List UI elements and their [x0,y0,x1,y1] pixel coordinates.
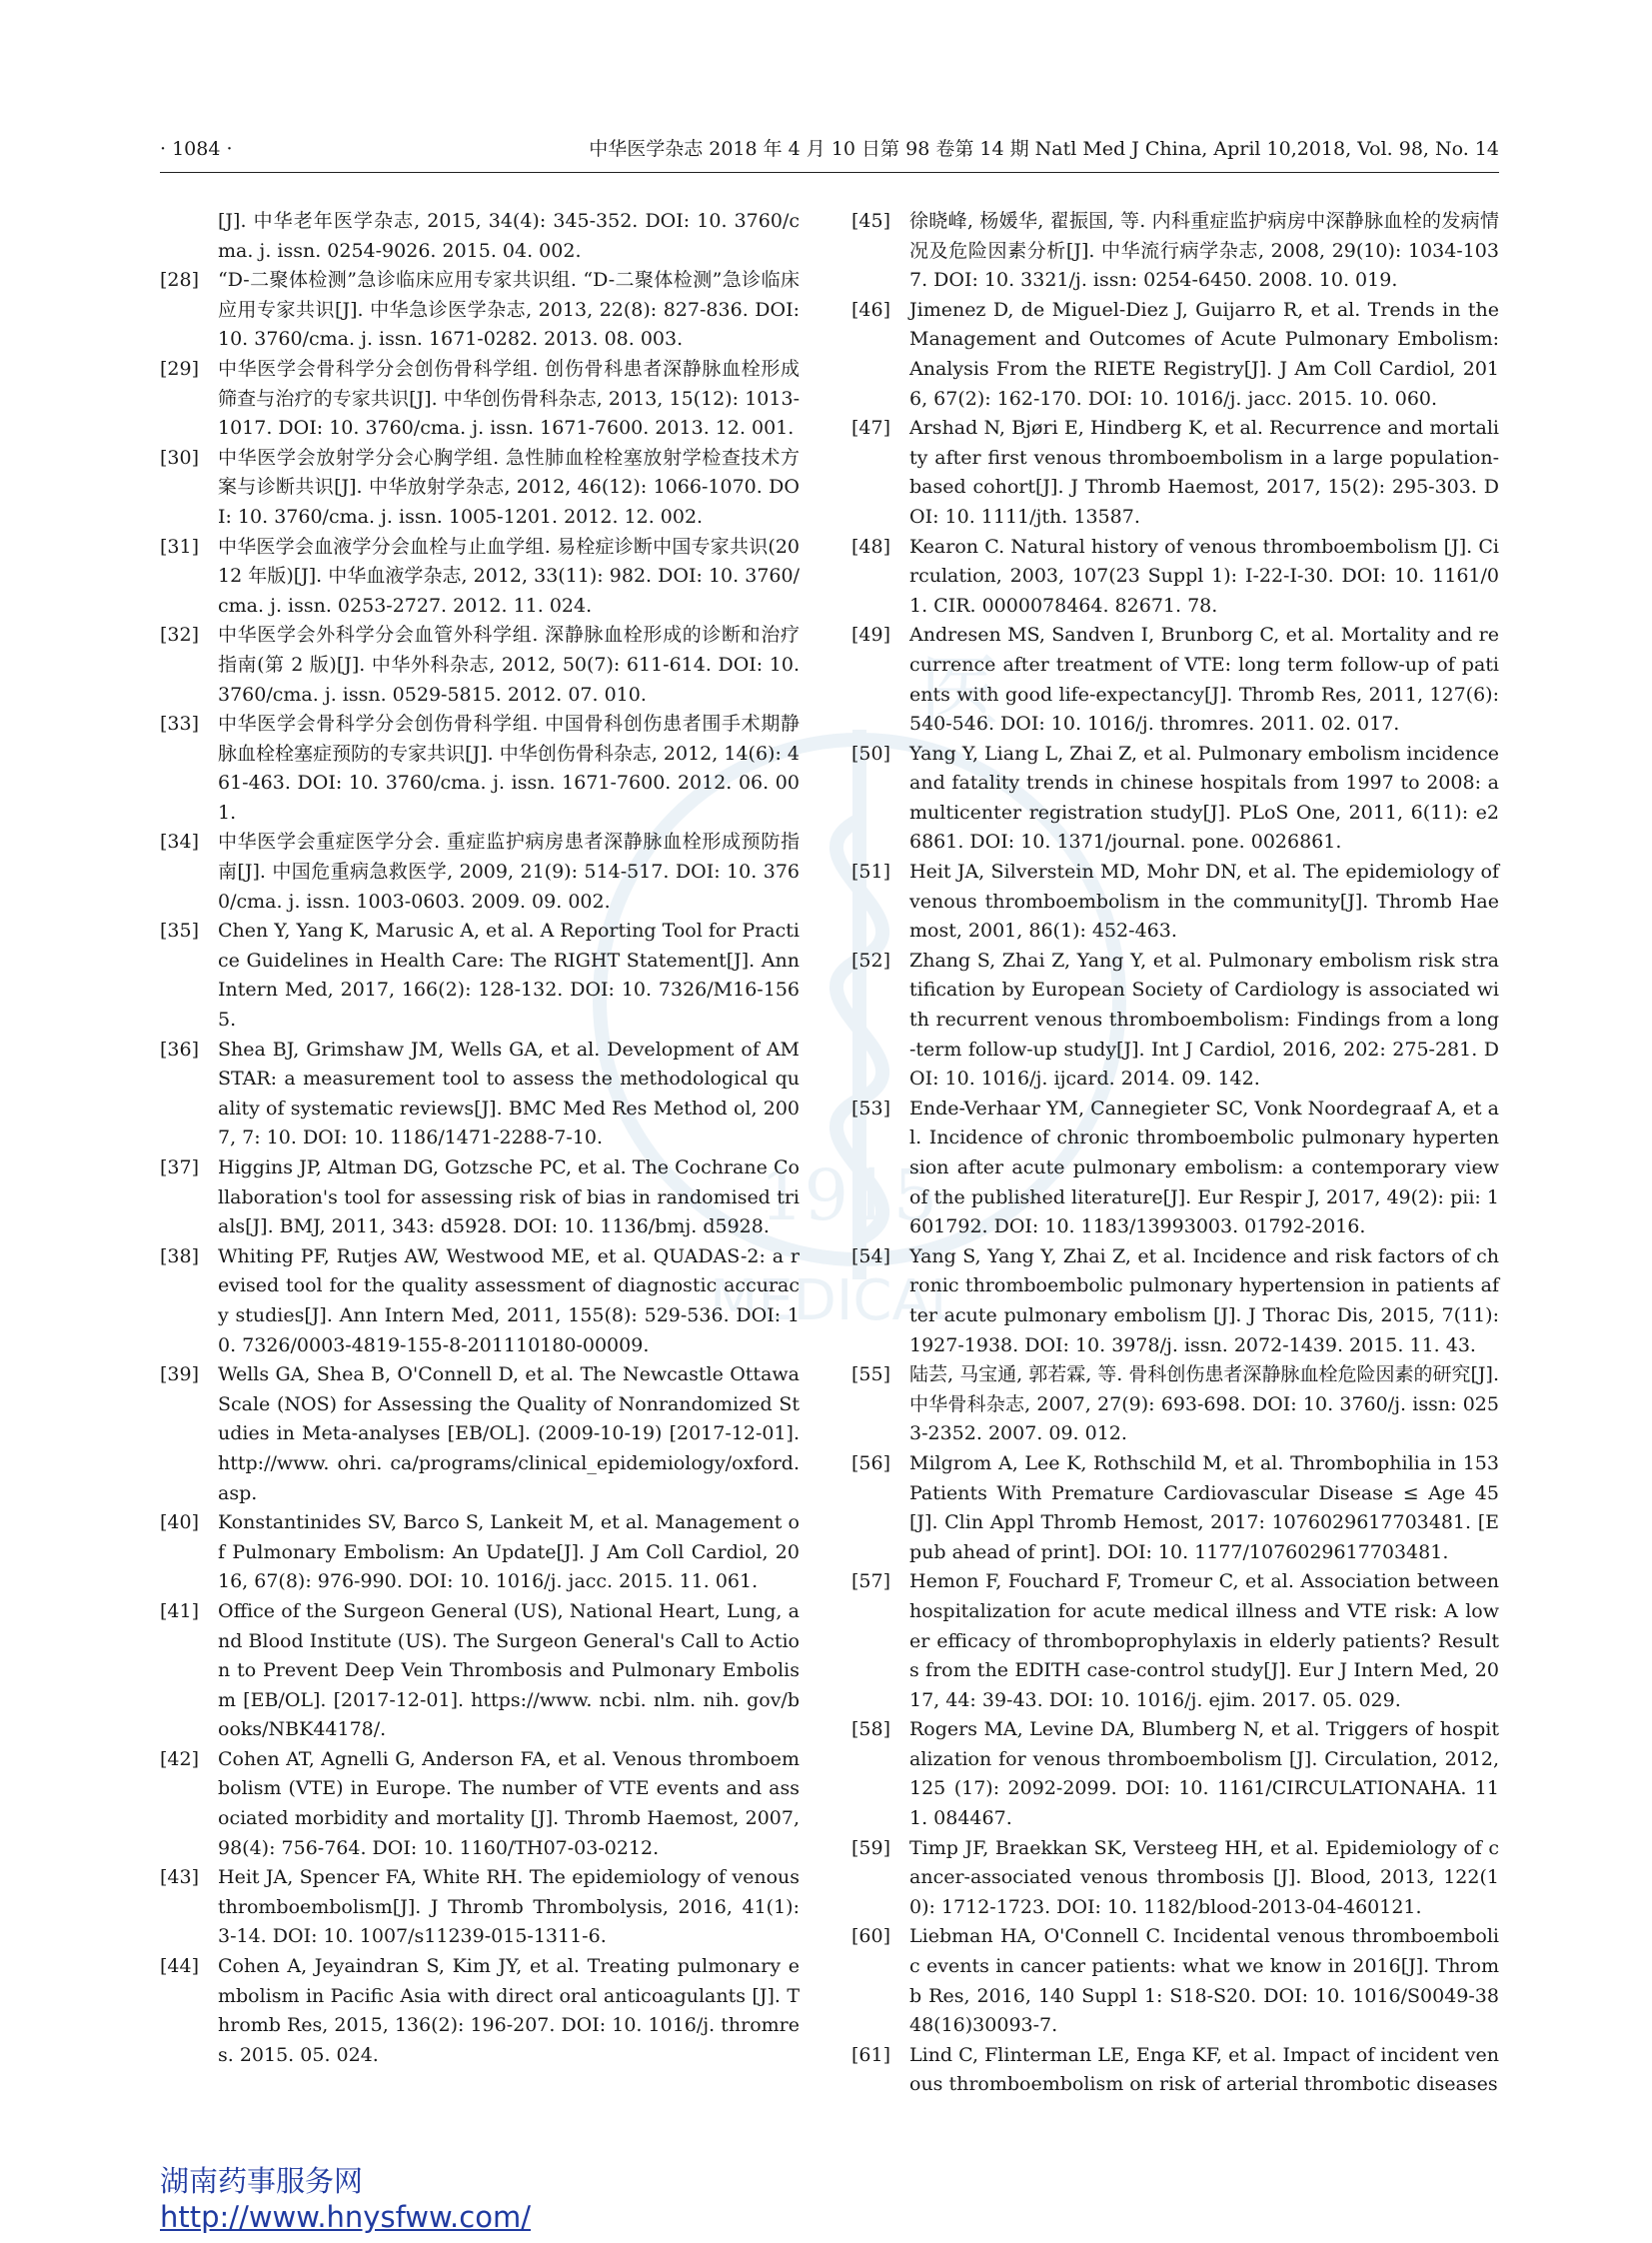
reference-entry [851,207,1499,296]
reference-number: [44] [160,1955,200,1978]
reference-number: [48] [851,535,891,558]
reference-number: [55] [851,1363,891,1386]
reference-number: [41] [160,1599,200,1622]
reference-entry [851,1922,1499,2040]
reference-text: Whiting PF, Rutjes AW, Westwood ME, et al. QUADAS-2: a revised tool for the quality assessment of diagnostic accuracy studies[J]. Ann Intern Med, 2011, 155(8): 529-536. DOI: 10. 7326/0003-4819-155-8-201110180-00009. [218,1244,800,1356]
reference-number: [29] [160,357,200,380]
reference-number: [51] [851,861,891,884]
reference-number: [32] [160,624,200,647]
reference-entry [160,444,800,533]
reference-entry [160,1360,800,1508]
reference-entry [160,621,800,710]
reference-entry [160,1863,800,1952]
reference-number: [50] [851,742,891,765]
reference-entry [851,533,1499,622]
header-rule [160,172,1499,173]
reference-entry [851,2041,1499,2100]
reference-text: [J]. 中华老年医学杂志, 2015, 34(4): 345-352. DOI: 10. 3760/cma. j. issn. 0254-9026. 2015. 04. 002. [218,210,800,262]
reference-number: [36] [160,1038,200,1061]
reference-number: [60] [851,1925,891,1948]
reference-text: 中华医学会放射学分会心胸学组. 急性肺血栓栓塞放射学检查技术方案与诊断共识[J]. 中华放射学杂志, 2012, 46(12): 1066-1070. DOI: 10. 3760/cma. j. issn. 1005-1201. 2012. 12. 002. [218,446,800,528]
reference-entry [851,858,1499,947]
reference-number: [45] [851,210,891,232]
reference-entry [851,1567,1499,1715]
reference-number: [35] [160,920,200,943]
reference-text: Office of the Surgeon General (US), National Heart, Lung, and Blood Institute (US). The Surgeon General's Call to Action to Prevent Deep Vein Thrombosis and Pulmonary Embolism [EB/OL]. [2017-12-01]. https://www. ncbi. nlm. nih. gov/books/NBK44178/. [218,1599,800,1741]
reference-entry [160,533,800,622]
reference-number: [49] [851,624,891,647]
reference-entry [160,710,800,828]
reference-text: Heit JA, Spencer FA, White RH. The epidemiology of venous thromboembolism[J]. J Thromb Thrombolysis, 2016, 41(1): 3-14. DOI: 10. 1007/s11239-015-1311-6. [218,1866,800,1948]
reference-text: Timp JF, Braekkan SK, Versteeg HH, et al. Epidemiology of cancer-associated venous thrombosis [J]. Blood, 2013, 122(10): 1712-1723. DOI: 10. 1182/blood-2013-04-460121. [909,1836,1499,1918]
watermark-year: 1915 [760,1154,938,1236]
reference-text: Chen Y, Yang K, Marusic A, et al. A Reporting Tool for Practice Guidelines in Health Care: The RIGHT Statement[J]. Ann Intern Med, 2017, 166(2): 128-132. DOI: 10. 7326/M16-1565. [218,920,800,1032]
reference-entry [160,207,800,266]
reference-text: Liebman HA, O'Connell C. Incidental venous thromboembolic events in cancer patients: what we know in 2016[J]. Thromb Res, 2016, 140 Suppl 1: S18-S20. DOI: 10. 1016/S0049-3848(16)30093-7. [909,1925,1499,2037]
reference-number: [61] [851,2043,891,2066]
reference-entry [160,1508,800,1597]
watermark-char: 医 [919,646,999,739]
reference-entry [160,1745,800,1863]
reference-number: [57] [851,1570,891,1593]
reference-number: [47] [851,417,891,440]
reference-text: Andresen MS, Sandven I, Brunborg C, et al. Mortality and recurrence after treatment of VTE: long term follow-up of patients with good life-expectancy[J]. Thromb Res, 2011, 127(6): 540-546. DOI: 10. 1016/j. thromres. 2011. 02. 017. [909,624,1499,736]
page-number: · 1084 · [160,138,233,160]
reference-number: [42] [160,1747,200,1770]
reference-entry [851,296,1499,414]
reference-entry [851,1834,1499,1923]
reference-entry [160,1952,800,2070]
reference-text: 陆芸, 马宝通, 郭若霖, 等. 骨科创伤患者深静脉血栓危险因素的研究[J]. 中华骨科杂志, 2007, 27(9): 693-698. DOI: 10. 3760/j. issn: 0253-2352. 2007. 09. 012. [909,1363,1499,1445]
reference-entry [851,1095,1499,1242]
reference-text: Rogers MA, Levine DA, Blumberg N, et al. Triggers of hospitalization for venous thromboembolism [J]. Circulation, 2012, 125 (17): 2092-2099. DOI: 10. 1161/CIRCULATIONAHA. 111. 084467. [909,1718,1499,1830]
reference-text: Kearon C. Natural history of venous thromboembolism [J]. Circulation, 2003, 107(23 Suppl 1): I-22-I-30. DOI: 10. 1161/01. CIR. 0000078464. 82671. 78. [909,535,1499,617]
reference-number: [38] [160,1244,200,1267]
reference-entry [160,1153,800,1242]
reference-number: [34] [160,831,200,854]
reference-entry [851,1715,1499,1833]
reference-text: Cohen A, Jeyaindran S, Kim JY, et al. Treating pulmonary embolism in Pacific Asia with direct oral anticoagulants [J]. Thromb Res, 2015, 136(2): 196-207. DOI: 10. 1016/j. thromres. 2015. 05. 024. [218,1955,800,2066]
reference-text: 中华医学会血液学分会血栓与止血学组. 易栓症诊断中国专家共识(2012 年版)[J]. 中华血液学杂志, 2012, 33(11): 982. DOI: 10. 3760/cma. j. issn. 0253-2727. 2012. 11. 024. [218,535,800,617]
reference-number: [39] [160,1363,200,1386]
reference-text: 中华医学会外科学分会血管外科学组. 深静脉血栓形成的诊断和治疗指南(第 2 版)[J]. 中华外科杂志, 2012, 50(7): 611-614. DOI: 10. 3760/cma. j. issn. 0529-5815. 2012. 07. 010. [218,624,800,706]
reference-text: 徐晓峰, 杨媛华, 翟振国, 等. 内科重症监护病房中深静脉血栓的发病情况及危险因素分析[J]. 中华流行病学杂志, 2008, 29(10): 1034-1037. DOI: 10. 3321/j. issn: 0254-6450. 2008. 10. 019. [909,210,1499,292]
watermark-word: MEDICAL [710,1268,961,1333]
reference-text: Shea BJ, Grimshaw JM, Wells GA, et al. Development of AMSTAR: a measurement tool to assess the methodological quality of systematic reviews[J]. BMC Med Res Method ol, 2007, 7: 10. DOI: 10. 1186/1471-2288-7-10. [218,1038,800,1149]
running-header [160,134,1499,164]
reference-text: “D-二聚体检测”急诊临床应用专家共识组. “D-二聚体检测”急诊临床应用专家共识[J]. 中华急诊医学杂志, 2013, 22(8): 827-836. DOI: 10. 3760/cma. j. issn. 1671-0282. 2013. 08. 003. [218,269,800,351]
footer-watermark [160,2163,531,2235]
reference-entry [851,1360,1499,1449]
reference-text: Ende-Verhaar YM, Cannegieter SC, Vonk Noordegraaf A, et al. Incidence of chronic thromboembolic pulmonary hypertension after acute pulmonary embolism: a contemporary view of the published literature[J]. Eur Respir J, 2017, 49(2): pii: 1601792. DOI: 10. 1183/13993003. 01792-2016. [909,1097,1499,1238]
reference-number: [52] [851,949,891,972]
reference-number: [43] [160,1866,200,1889]
reference-text: 中华医学会重症医学分会. 重症监护病房患者深静脉血栓形成预防指南[J]. 中国危重病急救医学, 2009, 21(9): 514-517. DOI: 10. 3760/cma. j. issn. 1003-0603. 2009. 09. 002. [218,831,800,913]
reference-entry [160,1036,800,1153]
reference-text: Arshad N, Bjøri E, Hindberg K, et al. Recurrence and mortality after first venous thromboembolism in a large population-based cohort[J]. J Thromb Haemost, 2017, 15(2): 295-303. DOI: 10. 1111/jth. 13587. [909,417,1499,528]
reference-text: Konstantinides SV, Barco S, Lankeit M, et al. Management of Pulmonary Embolism: An Update[J]. J Am Coll Cardiol, 2016, 67(8): 976-990. DOI: 10. 1016/j. jacc. 2015. 11. 061. [218,1511,800,1593]
reference-entry [851,414,1499,532]
reference-entry [851,947,1499,1095]
reference-text: Yang Y, Liang L, Zhai Z, et al. Pulmonary embolism incidence and fatality trends in chinese hospitals from 1997 to 2008: a multicenter registration study[J]. PLoS One, 2011, 6(11): e26861. DOI: 10. 1371/journal. pone. 0026861. [909,742,1499,854]
reference-text: Milgrom A, Lee K, Rothschild M, et al. Thrombophilia in 153 Patients With Premature Cardiovascular Disease ≤ Age 45 [J]. Clin Appl Thromb Hemost, 2017: 1076029617703481. [Epub ahead of print]. DOI: 10. 1177/1076029617703481. [909,1451,1499,1563]
reference-text: 中华医学会骨科学分会创伤骨科学组. 中国骨科创伤患者围手术期静脉血栓栓塞症预防的专家共识[J]. 中华创伤骨科杂志, 2012, 14(6): 461-463. DOI: 10. 3760/cma. j. issn. 1671-7600. 2012. 06. 001. [218,713,800,824]
reference-number: [46] [851,298,891,321]
reference-entry [851,740,1499,858]
reference-entry [160,1242,800,1360]
reference-number: [37] [160,1156,200,1178]
reference-text: Jimenez D, de Miguel-Diez J, Guijarro R, et al. Trends in the Management and Outcomes of Acute Pulmonary Embolism: Analysis From the RIETE Registry[J]. J Am Coll Cardiol, 2016, 67(2): 162-170. DOI: 10. 1016/j. jacc. 2015. 10. 060. [909,298,1499,410]
reference-text: Zhang S, Zhai Z, Yang Y, et al. Pulmonary embolism risk stratification by European Society of Cardiology is associated with recurrent venous thromboembolism: Findings from a long-term follow-up study[J]. Int J Cardiol, 2016, 202: 275-281. DOI: 10. 1016/j. ijcard. 2014. 09. 142. [909,949,1499,1091]
reference-entry [851,1449,1499,1567]
reference-number: [31] [160,535,200,558]
reference-number: [54] [851,1244,891,1267]
reference-text: Heit JA, Silverstein MD, Mohr DN, et al. The epidemiology of venous thromboembolism in the community[J]. Thromb Haemost, 2001, 86(1): 452-463. [909,861,1499,943]
reference-text: Cohen AT, Agnelli G, Anderson FA, et al. Venous thromboembolism (VTE) in Europe. The number of VTE events and associated morbidity and mortality [J]. Thromb Haemost, 2007, 98(4): 756-764. DOI: 10. 1160/TH07-03-0212. [218,1747,800,1859]
reference-entry [160,917,800,1035]
reference-text: 中华医学会骨科学分会创伤骨科学组. 创伤骨科患者深静脉血栓形成筛查与治疗的专家共识[J]. 中华创伤骨科杂志, 2013, 15(12): 1013-1017. DOI: 10. 3760/cma. j. issn. 1671-7600. 2013. 12. 001. [218,357,800,440]
reference-text: Higgins JP, Altman DG, Gotzsche PC, et al. The Cochrane Collaboration's tool for assessing risk of bias in randomised trials[J]. BMJ, 2011, 343: d5928. DOI: 10. 1136/bmj. d5928. [218,1156,800,1238]
reference-text: Yang S, Yang Y, Zhai Z, et al. Incidence and risk factors of chronic thromboembolic pulmonary hypertension in patients after acute pulmonary embolism [J]. J Thorac Dis, 2015, 7(11): 1927-1938. DOI: 10. 3978/j. issn. 2072-1439. 2015. 11. 43. [909,1244,1499,1356]
reference-number: [33] [160,713,200,736]
reference-text: Wells GA, Shea B, O'Connell D, et al. The Newcastle Ottawa Scale (NOS) for Assessing the Quality of Nonrandomized Studies in Meta-analyses [EB/OL]. (2009-10-19) [2017-12-01]. http://www. ohri. ca/programs/clinical_epidemiology/oxford. asp. [218,1363,800,1504]
reference-entry [160,828,800,917]
reference-number: [28] [160,269,200,292]
reference-number: [56] [851,1451,891,1474]
reference-entry [851,621,1499,739]
reference-number: [58] [851,1718,891,1741]
reference-number: [30] [160,446,200,469]
reference-number: [40] [160,1511,200,1534]
references-right-column [851,207,1499,2100]
reference-text: Lind C, Flinterman LE, Enga KF, et al. Impact of incident venous thromboembolism on risk of arterial thrombotic diseases [909,2043,1499,2096]
footer-site-url[interactable]: http://www.hnysfww.com/ [160,2200,531,2234]
reference-text: Hemon F, Fouchard F, Tromeur C, et al. Association between hospitalization for acute medical illness and VTE risk: A lower efficacy of thromboprophylaxis in elderly patients? Results from the EDITH case-control study[J]. Eur J Intern Med, 2017, 44: 39-43. DOI: 10. 1016/j. ejim. 2017. 05. 029. [909,1570,1499,1711]
reference-entry [160,266,800,355]
footer-site-name: 湖南药事服务网 [160,2164,364,2198]
reference-number: [53] [851,1097,891,1120]
reference-entry [160,1597,800,1745]
reference-entry [851,1242,1499,1360]
reference-entry [160,355,800,444]
reference-number: [59] [851,1836,891,1859]
references-left-column [160,207,800,2070]
journal-running-title: 中华医学杂志 2018 年 4 月 10 日第 98 卷第 14 期 Natl Med J China, April 10,2018, Vol. 98, No. 14 [589,138,1499,160]
